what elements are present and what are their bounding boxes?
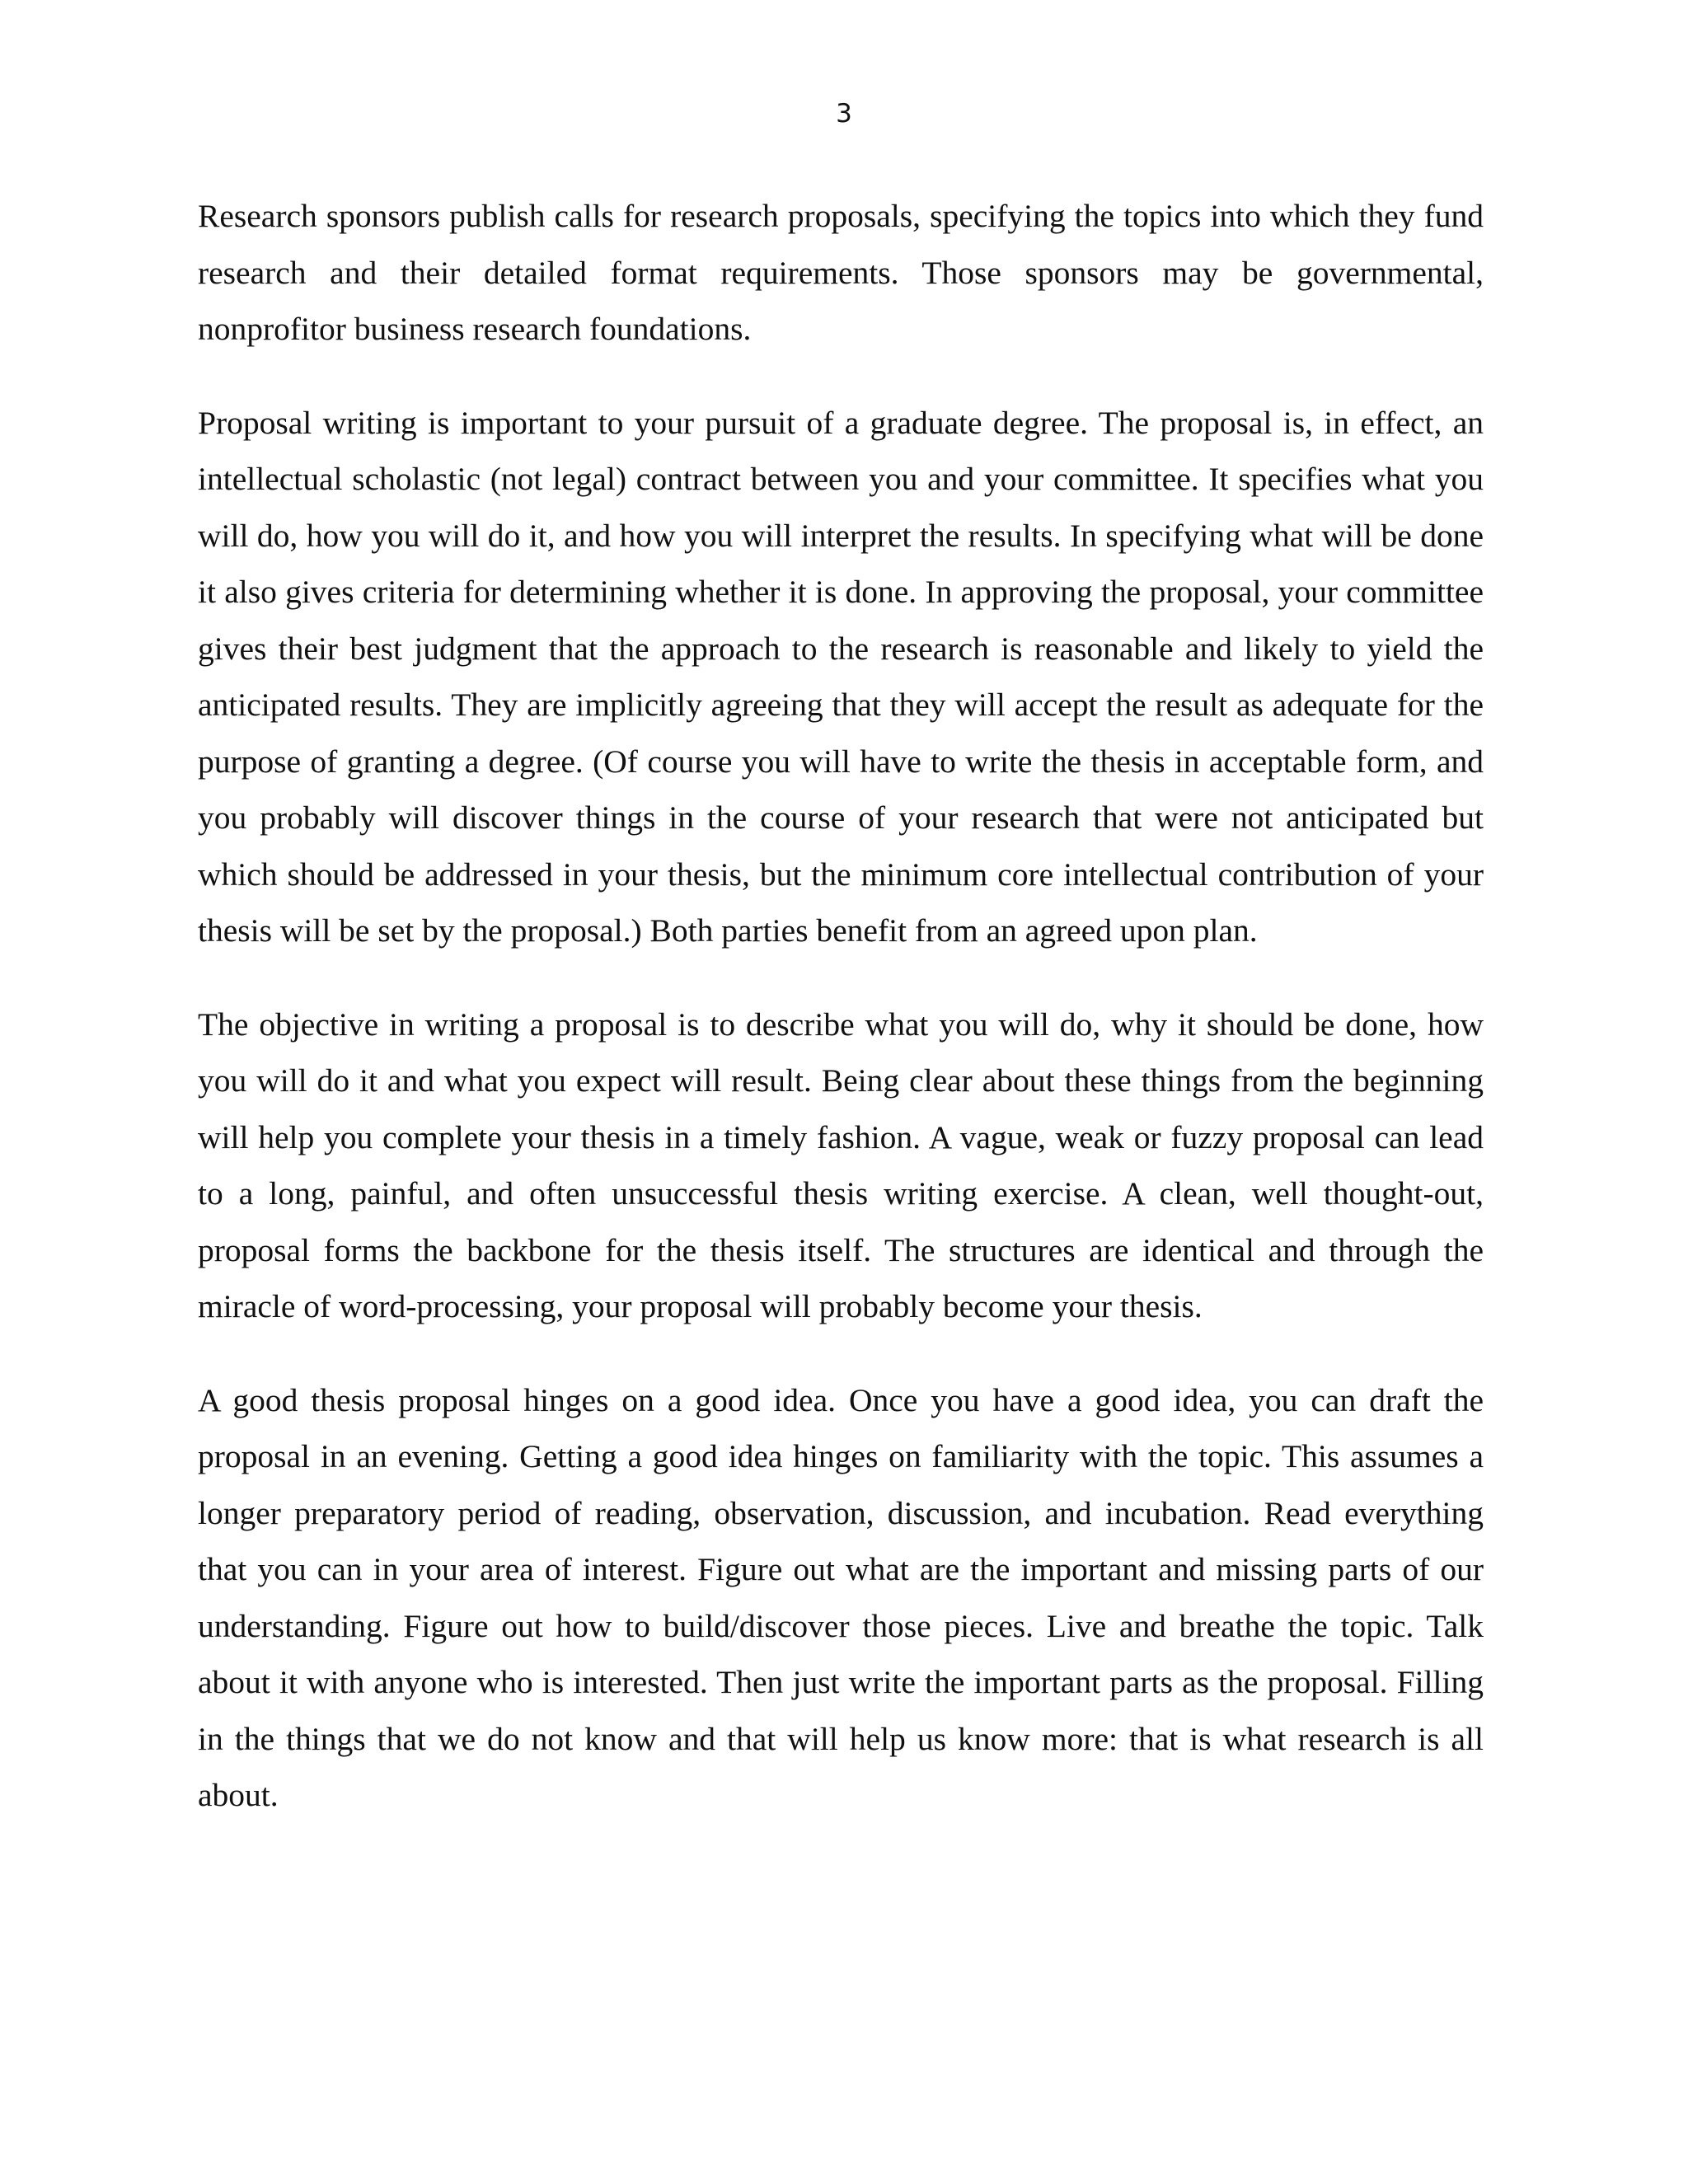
paragraph-research-sponsors: Research sponsors publish calls for research proposals, specifying the topics into which they fund research and their detailed format requirements. Those sponsors may be governmental, nonprofitor business research foundations. [198, 198, 1484, 347]
body-text [198, 188, 1484, 1824]
paragraph-good-idea: A good thesis proposal hinges on a good idea. Once you have a good idea, you can draft the proposal in an evening. Getting a good idea hinges on familiarity with the topic. This assumes a longer preparatory period of reading, observation, discussion, and incubation. Read everything that you can in your area of interest. Figure out what are the important and missing parts of our understanding. Figure out how to build/discover those pieces. Live and breathe the topic. Talk about it with anyone who is interested. Then just write the important parts as the proposal. Filling in the things that we do not know and that will help us know more: that is what research is all about. [198, 1381, 1484, 1813]
paragraph-proposal-writing: Proposal writing is important to your pursuit of a graduate degree. The proposal is, in effect, an intellectual scholastic (not legal) contract between you and your committee. It specifies what you will do, how you will do it, and how you will interpret the results. In specifying what will be done it also gives criteria for determining whether it is done. In approving the proposal, your committee gives their best judgment that the approach to the research is reasonable and likely to yield the anticipated results. They are implicitly agreeing that they will accept the result as adequate for the purpose of granting a degree. (Of course you will have to write the thesis in acceptable form, and you probably will discover things in the course of your research that were not anticipated but which should be addressed in your thesis, but the minimum core intellectual contribution of your thesis will be set by the proposal.) Both parties benefit from an agreed upon plan. [198, 404, 1484, 949]
paragraph-objective: The objective in writing a proposal is to describe what you will do, why it should be done, how you will do it and what you expect will result. Being clear about these things from the beginning will help you complete your thesis in a timely fashion. A vague, weak or fuzzy proposal can lead to a long, painful, and often unsuccessful thesis writing exercise. A clean, well thought-out, proposal forms the backbone for the thesis itself. The structures are identical and through the miracle of word-processing, your proposal will probably become your thesis. [198, 1005, 1484, 1324]
page-number: 3 [836, 99, 852, 129]
